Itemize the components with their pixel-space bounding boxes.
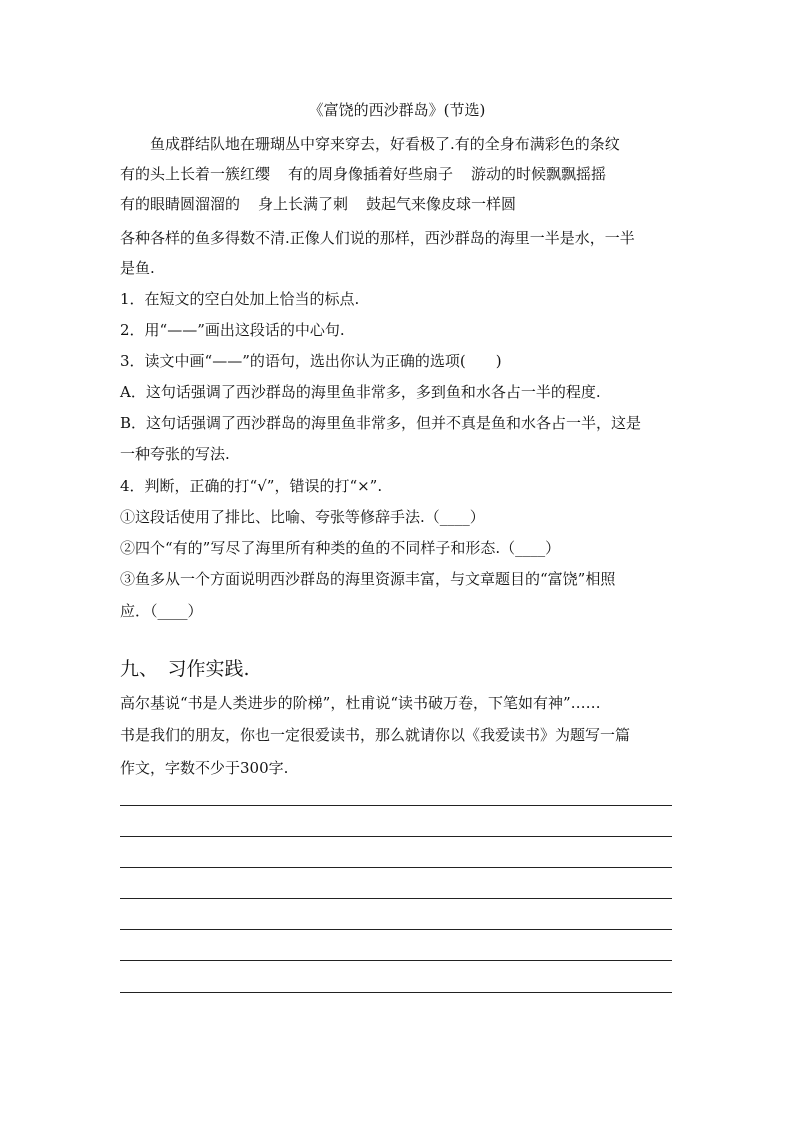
judgement-3-line-1: ③鱼多从一个方面说明西沙群岛的海里资源丰富，与文章题目的“富饶”相照	[120, 570, 616, 588]
question-2: 2．用“——”画出这段话的中心句.	[120, 321, 345, 339]
fill-segment: 有的周身像插着好些扇子	[288, 165, 454, 183]
paragraph-line-4: 各种各样的鱼多得数不清.正像人们说的那样，西沙群岛的海里一半是水，一半	[120, 229, 635, 247]
writing-blank-line[interactable]	[120, 960, 672, 961]
fill-segment: 有的眼睛圆溜溜的	[120, 195, 241, 213]
writing-prompt-line-1: 高尔基说“书是人类进步的阶梯”，杜甫说“读书破万卷，下笔如有神”……	[120, 694, 601, 712]
question-1: 1．在短文的空白处加上恰当的标点.	[120, 290, 360, 308]
paragraph-line-5: 是鱼.	[120, 259, 155, 277]
writing-blank-line[interactable]	[120, 836, 672, 837]
writing-heading: 九、 习作实践.	[120, 658, 250, 680]
writing-prompt-line-2: 书是我们的朋友，你也一定很爱读书，那么就请你以《我爱读书》为题写一篇	[120, 726, 631, 744]
judgement-1: ①这段话使用了排比、比喻、夸张等修辞手法.（____）	[120, 508, 485, 526]
writing-prompt-line-3: 作文，字数不少于300字.	[120, 759, 289, 777]
fill-segment: 鼓起气来像皮球一样圆	[366, 195, 517, 213]
option-b-line-2: 一种夸张的写法.	[120, 445, 230, 463]
fill-segment: 身上长满了刺	[258, 195, 349, 213]
paragraph-line-3	[120, 194, 516, 214]
writing-blank-line[interactable]	[120, 992, 672, 993]
question-4: 4．判断，正确的打“√”，错误的打“×”.	[120, 477, 383, 495]
writing-blank-line[interactable]	[120, 867, 672, 868]
question-3: 3．读文中画“——”的语句，选出你认为正确的选项( )	[120, 352, 502, 370]
judgement-3-line-2: 应．（____）	[120, 602, 203, 620]
writing-blank-line[interactable]	[120, 929, 672, 930]
writing-blank-line[interactable]	[120, 898, 672, 899]
option-a: A．这句话强调了西沙群岛的海里鱼非常多，多到鱼和水各占一半的程度.	[120, 383, 601, 401]
fill-segment: 游动的时候飘飘摇摇	[471, 165, 607, 183]
writing-blank-line[interactable]	[120, 805, 672, 806]
reading-title: 《富饶的西沙群岛》(节选)	[308, 101, 486, 119]
judgement-2: ②四个“有的”写尽了海里所有种类的鱼的不同样子和形态.（____）	[120, 539, 561, 557]
option-b-line-1: B．这句话强调了西沙群岛的海里鱼非常多，但并不真是鱼和水各占一半，这是	[120, 414, 642, 432]
fill-segment: 有的头上长着一簇红缨	[120, 165, 271, 183]
paragraph-line-1: 鱼成群结队地在珊瑚丛中穿来穿去，好看极了.有的全身布满彩色的条纹	[150, 135, 620, 153]
paragraph-line-2	[120, 164, 606, 184]
